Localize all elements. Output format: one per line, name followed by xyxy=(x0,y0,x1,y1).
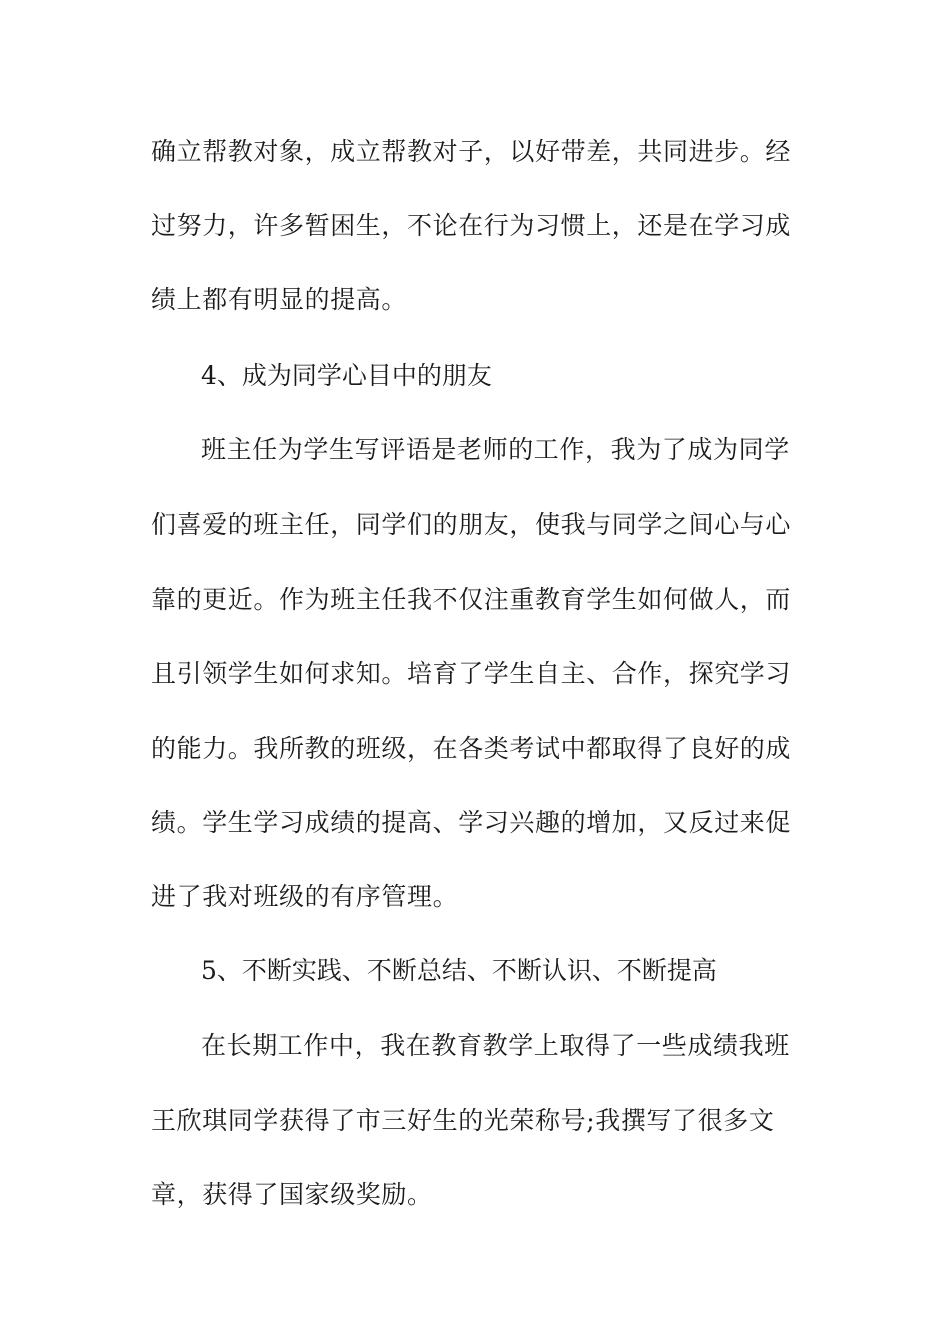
section-heading: 5、不断实践、不断总结、不断认识、不断提高 xyxy=(201,956,717,985)
paragraph-line: 进了我对班级的有序管理。 xyxy=(151,882,459,911)
paragraph-line: 在长期工作中，我在教育教学上取得了一些成绩我班 xyxy=(201,1031,790,1060)
paragraph-line: 绩上都有明显的提高。 xyxy=(151,285,408,314)
paragraph-line: 且引领学生如何求知。培育了学生自主、合作，探究学习 xyxy=(151,659,792,688)
paragraph-line: 靠的更近。作为班主任我不仅注重教育学生如何做人，而 xyxy=(151,585,792,614)
paragraph-line: 们喜爱的班主任，同学们的朋友，使我与同学之间心与心 xyxy=(151,510,792,539)
paragraph-line: 王欣琪同学获得了市三好生的光荣称号;我撰写了很多文 xyxy=(151,1106,775,1135)
paragraph-line: 的能力。我所教的班级，在各类考试中都取得了良好的成 xyxy=(151,734,792,763)
paragraph-line: 绩。学生学习成绩的提高、学习兴趣的增加，又反过来促 xyxy=(151,808,792,837)
paragraph-line: 章，获得了国家级奖励。 xyxy=(151,1180,433,1209)
paragraph-line: 班主任为学生写评语是老师的工作，我为了成为同学 xyxy=(201,435,790,464)
paragraph-line: 确立帮教对象，成立帮教对子，以好带差，共同进步。经 xyxy=(151,137,792,166)
section-heading: 4、成为同学心目中的朋友 xyxy=(201,361,492,390)
paragraph-line: 过努力，许多暂困生，不论在行为习惯上，还是在学习成 xyxy=(151,211,792,240)
